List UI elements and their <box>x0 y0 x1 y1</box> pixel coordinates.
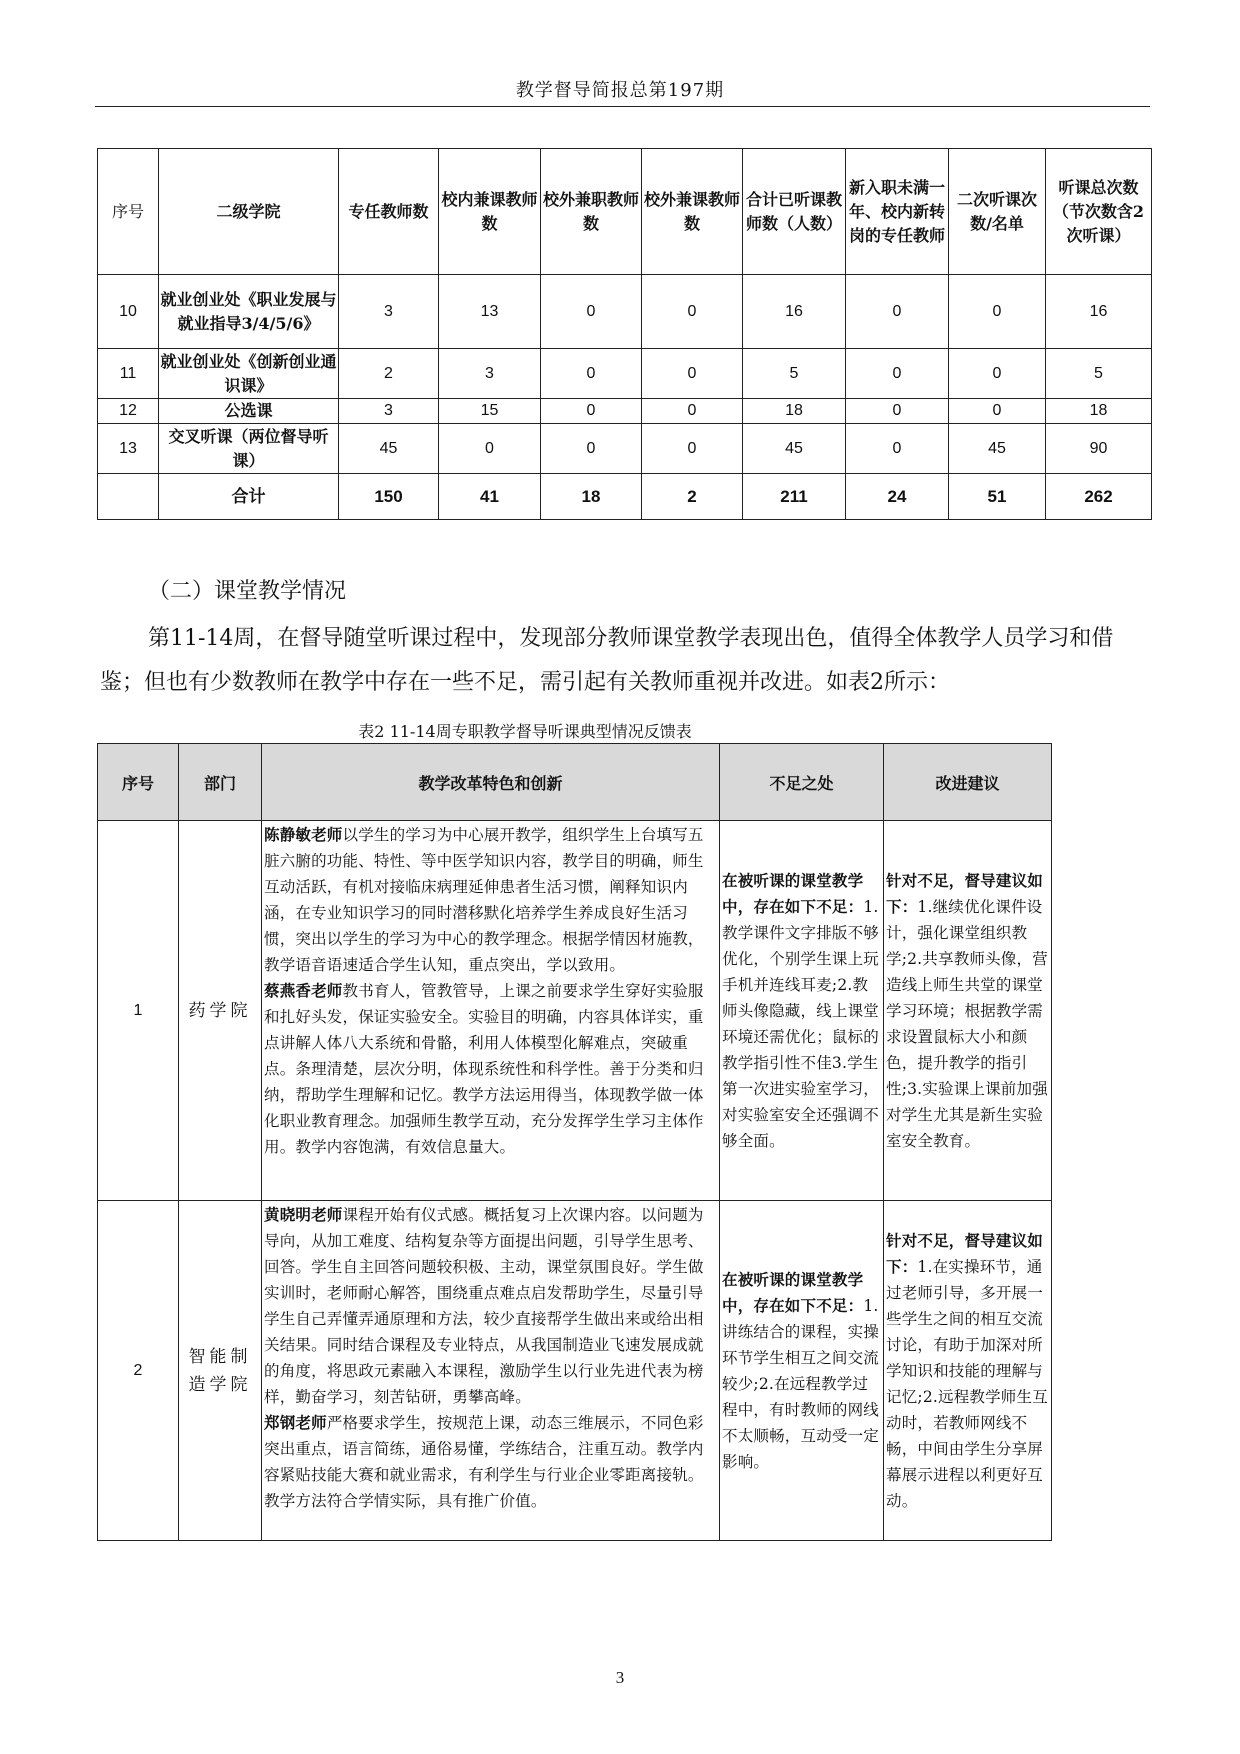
cell-value: 90 <box>1046 424 1152 474</box>
table-row <box>98 349 1152 399</box>
cell-value: 5 <box>1046 349 1152 399</box>
table-row <box>98 424 1152 474</box>
cell-value: 5 <box>743 349 846 399</box>
shortfall-text: 1.讲练结合的课程，实操环节学生相互之间交流较少;2.在远程教学过程中，有时教师的网线不太顺畅，互动受一定影响。 <box>722 1296 880 1471</box>
header-cell: 新入职未满一年、校内新转岗的专任教师 <box>846 149 949 275</box>
page-header: 教学督导简报总第197期 <box>515 80 725 101</box>
advice-cell <box>884 821 1052 1201</box>
teacher-comment: 课程开始有仪式感。概括复习上次课内容。以问题为导向，从加工难度、结构复杂等方面提出问题，引导学生思考、回答。学生自主回答问题较积极、主动，课堂氛围良好。学生做实训时，老师耐心解答，围绕重点难点启发帮助学生，尽量引导学生自己弄懂弄通原理和方法，较少直接帮学生做出来或给出相关结果。同时结合课程及专业特点，从我国制造业飞速发展成就的角度，将思政元素融入本课程，激励学生以行业先进代表为榜样，勤奋学习，刻苦钻研，勇攀高峰。 <box>264 1206 704 1406</box>
header-cell: 听课总次数（节次数含2次听课） <box>1046 149 1152 275</box>
cell-value: 15 <box>439 399 541 424</box>
cell-value: 0 <box>541 424 642 474</box>
cell-value: 0 <box>949 349 1046 399</box>
cell-value: 0 <box>642 349 743 399</box>
cell-value: 0 <box>846 424 949 474</box>
total-value: 150 <box>339 474 439 520</box>
row-number: 12 <box>98 399 159 424</box>
table-header-row <box>98 149 1152 275</box>
row-number <box>98 474 159 520</box>
teacher-comment: 严格要求学生，按规范上课，动态三维展示，不同色彩突出重点，语言简练，通俗易懂，学练结合，注重互动。教学内容紧贴技能大赛和就业需求，有利学生与行业企业零距离接轨。教学方法符合学情实际，具有推广价值。 <box>264 1414 704 1510</box>
row-number: 2 <box>98 1201 179 1541</box>
cell-value: 0 <box>846 349 949 399</box>
cell-value: 0 <box>642 275 743 349</box>
row-number: 10 <box>98 275 159 349</box>
unit-name: 就业创业处《职业发展与就业指导3/4/5/6》 <box>159 275 339 349</box>
cell-value: 2 <box>339 349 439 399</box>
features-cell <box>262 1201 720 1541</box>
unit-name: 公选课 <box>159 399 339 424</box>
supervision-feedback-table <box>97 743 1052 1541</box>
header-cell: 改进建议 <box>884 744 1052 821</box>
header-cell: 部门 <box>179 744 262 821</box>
header-cell: 校内兼课教师数 <box>439 149 541 275</box>
department: 药学院 <box>179 821 262 1201</box>
cell-value: 0 <box>949 275 1046 349</box>
section-title: （二）课堂教学情况 <box>148 579 347 604</box>
row-number: 1 <box>98 821 179 1201</box>
teacher-comment: 以学生的学习为中心展开教学，组织学生上台填写五脏六腑的功能、特性、等中医学知识内容，教学目的明确，师生互动活跃，有机对接临床病理延伸患者生活习惯，阐释知识内涵，在专业知识学习的同时潜移默化培养学生养成良好生活习惯，突出以学生的学习为中心的教学理念。根据学情因材施教，教学语音语速适合学生认知，重点突出，学以致用。 <box>264 826 704 974</box>
shortfall-lead: 在被听课的课堂教学中，存在如下不足： <box>722 1269 864 1315</box>
table-total-row <box>98 474 1152 520</box>
header-cell: 校外兼课教师数 <box>642 149 743 275</box>
advice-cell <box>884 1201 1052 1541</box>
shortfall-cell <box>720 1201 884 1541</box>
cell-value: 0 <box>846 399 949 424</box>
header-cell: 专任教师数 <box>339 149 439 275</box>
cell-value: 3 <box>439 349 541 399</box>
header-cell: 序号 <box>98 149 159 275</box>
header-cell: 序号 <box>98 744 179 821</box>
unit-name: 交叉听课（两位督导听课） <box>159 424 339 474</box>
table-header-row <box>98 744 1052 821</box>
cell-value: 13 <box>439 275 541 349</box>
total-value: 24 <box>846 474 949 520</box>
total-value: 18 <box>541 474 642 520</box>
lecture-statistics-table <box>97 148 1152 520</box>
shortfall-text: 1.教学课件文字排版不够优化，个别学生课上玩手机并连线耳麦;2.教师头像隐藏，线上课堂环境还需优化；鼠标的教学指引性不佳3.学生第一次进实验室学习，对实验室安全还强调不够全面。 <box>722 897 880 1150</box>
cell-value: 16 <box>1046 275 1152 349</box>
header-rule <box>95 106 1150 107</box>
header-cell: 合计已听课教师数（人数） <box>743 149 846 275</box>
shortfall-lead: 在被听课的课堂教学中，存在如下不足： <box>722 870 864 916</box>
cell-value: 45 <box>339 424 439 474</box>
header-cell: 二级学院 <box>159 149 339 275</box>
table-caption: 表2 11-14周专职教学督导听课典型情况反馈表 <box>358 722 692 741</box>
cell-value: 0 <box>541 275 642 349</box>
header-cell: 教学改革特色和创新 <box>262 744 720 821</box>
cell-value: 0 <box>541 349 642 399</box>
cell-value: 45 <box>949 424 1046 474</box>
row-number: 13 <box>98 424 159 474</box>
cell-value: 3 <box>339 275 439 349</box>
cell-value: 0 <box>439 424 541 474</box>
features-cell <box>262 821 720 1201</box>
advice-text: 1.在实操环节，通过老师引导，多开展一些学生之间的相互交流讨论，有助于加深对所学知识和技能的理解与记忆;2.远程教学师生互动时，若教师网线不畅，中间由学生分享屏幕展示进程以利更好互动。 <box>886 1257 1048 1510</box>
advice-lead: 针对不足，督导建议如下： <box>886 1230 1044 1276</box>
section-paragraph: 第11-14周，在督导随堂听课过程中，发现部分教师课堂教学表现出色，值得全体教学人员学习和借鉴；但也有少数教师在教学中存在一些不足，需引起有关教师重视并改进。如表2所示： <box>100 626 1114 695</box>
unit-name: 就业创业处《创新创业通识课》 <box>159 349 339 399</box>
header-cell: 二次听课次数/名单 <box>949 149 1046 275</box>
row-number: 11 <box>98 349 159 399</box>
table-row <box>98 821 1052 1201</box>
cell-value: 0 <box>541 399 642 424</box>
total-value: 2 <box>642 474 743 520</box>
header-cell: 不足之处 <box>720 744 884 821</box>
table-row <box>98 399 1152 424</box>
cell-value: 18 <box>1046 399 1152 424</box>
cell-value: 18 <box>743 399 846 424</box>
total-value: 41 <box>439 474 541 520</box>
cell-value: 0 <box>846 275 949 349</box>
total-value: 211 <box>743 474 846 520</box>
teacher-name: 黄晓明老师 <box>264 1205 343 1224</box>
teacher-name: 陈静敏老师 <box>264 825 343 844</box>
header-cell: 校外兼职教师数 <box>541 149 642 275</box>
cell-value: 3 <box>339 399 439 424</box>
advice-text: 1.继续优化课件设计，强化课堂组织教学;2.共享教师头像，营造线上师生共堂的课堂学习环境；根据教学需求设置鼠标大小和颜色，提升教学的指引性;3.实验课上课前加强对学生尤其是新生实验室安全教育。 <box>886 897 1048 1150</box>
cell-value: 45 <box>743 424 846 474</box>
teacher-comment: 教书育人，管教管导，上课之前要求学生穿好实验服和扎好头发，保证实验安全。实验目的明确，内容具体详实，重点讲解人体八大系统和骨骼，利用人体模型化解难点，突破重点。条理清楚，层次分明，体现系统性和科学性。善于分类和归纳，帮助学生理解和记忆。教学方法运用得当，体现教学做一体化职业教育理念。加强师生教学互动，充分发挥学生学习主体作用。教学内容饱满，有效信息量大。 <box>264 982 704 1156</box>
cell-value: 16 <box>743 275 846 349</box>
total-value: 262 <box>1046 474 1152 520</box>
department: 智能制造学院 <box>179 1201 262 1541</box>
total-label: 合计 <box>159 474 339 520</box>
total-value: 51 <box>949 474 1046 520</box>
cell-value: 0 <box>642 399 743 424</box>
cell-value: 0 <box>642 424 743 474</box>
table-row <box>98 275 1152 349</box>
teacher-name: 蔡燕香老师 <box>264 981 343 1000</box>
advice-lead: 针对不足，督导建议如下： <box>886 870 1044 916</box>
page-number: 3 <box>615 1668 625 1687</box>
shortfall-cell <box>720 821 884 1201</box>
cell-value: 0 <box>949 399 1046 424</box>
table-row <box>98 1201 1052 1541</box>
teacher-name: 郑钢老师 <box>264 1413 327 1432</box>
